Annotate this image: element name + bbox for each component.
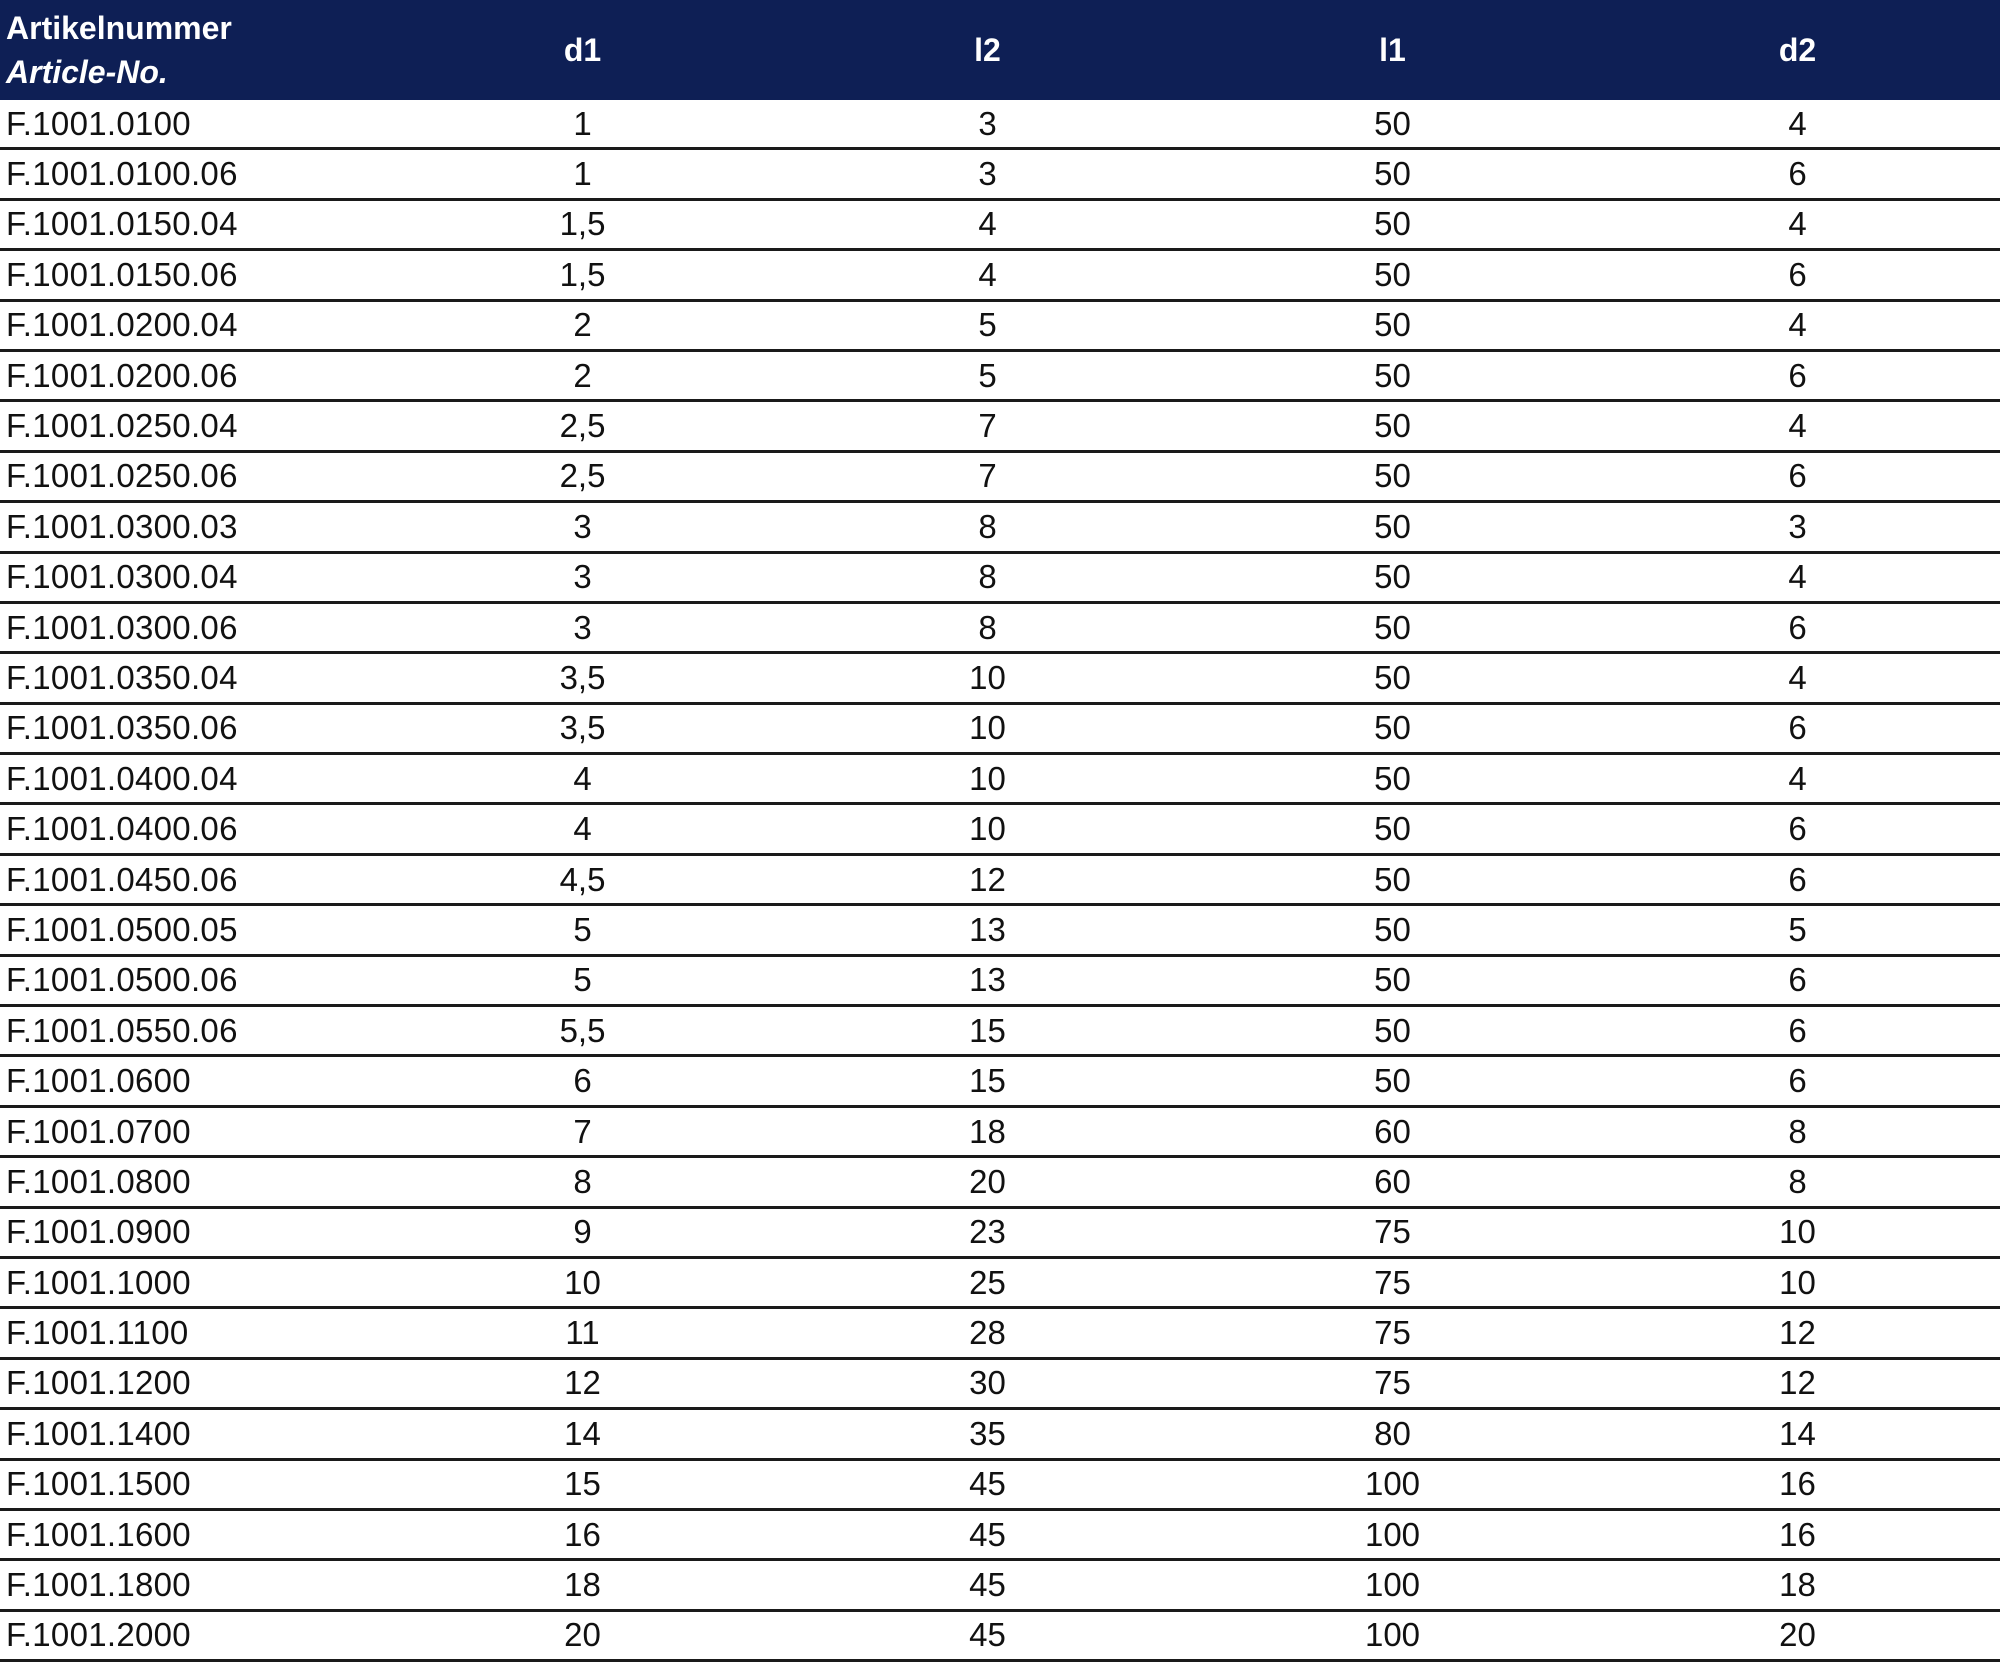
cell-l2: 30 xyxy=(785,1358,1190,1408)
cell-d2: 14 xyxy=(1595,1409,2000,1459)
cell-l1: 75 xyxy=(1190,1207,1595,1257)
cell-l2: 13 xyxy=(785,955,1190,1005)
cell-l2: 15 xyxy=(785,1056,1190,1106)
cell-d1: 1 xyxy=(380,100,785,149)
header-article-number xyxy=(0,0,380,100)
cell-d1: 8 xyxy=(380,1157,785,1207)
cell-d1: 14 xyxy=(380,1409,785,1459)
cell-d2: 12 xyxy=(1595,1308,2000,1358)
cell-d2: 4 xyxy=(1595,300,2000,350)
cell-article-number: F.1001.0100.06 xyxy=(0,149,380,199)
cell-l2: 10 xyxy=(785,703,1190,753)
cell-d1: 3,5 xyxy=(380,653,785,703)
cell-l2: 18 xyxy=(785,1106,1190,1156)
cell-d2: 8 xyxy=(1595,1157,2000,1207)
cell-d1: 4 xyxy=(380,804,785,854)
table-row xyxy=(0,149,2000,199)
cell-l1: 75 xyxy=(1190,1358,1595,1408)
cell-l2: 45 xyxy=(785,1610,1190,1660)
table-row xyxy=(0,1006,2000,1056)
cell-d2: 12 xyxy=(1595,1358,2000,1408)
cell-l2: 45 xyxy=(785,1459,1190,1509)
cell-l2: 5 xyxy=(785,350,1190,400)
cell-article-number: F.1001.0150.06 xyxy=(0,250,380,300)
cell-l2: 23 xyxy=(785,1207,1190,1257)
table-row xyxy=(0,1409,2000,1459)
table-row xyxy=(0,1056,2000,1106)
cell-d1: 1 xyxy=(380,149,785,199)
cell-l1: 80 xyxy=(1190,1409,1595,1459)
cell-article-number: F.1001.0300.04 xyxy=(0,552,380,602)
cell-l2: 20 xyxy=(785,1157,1190,1207)
cell-d1: 6 xyxy=(380,1056,785,1106)
cell-d2: 6 xyxy=(1595,250,2000,300)
cell-d1: 5,5 xyxy=(380,1006,785,1056)
cell-article-number: F.1001.1000 xyxy=(0,1257,380,1307)
cell-article-number: F.1001.0600 xyxy=(0,1056,380,1106)
cell-l1: 50 xyxy=(1190,100,1595,149)
table-row xyxy=(0,602,2000,652)
cell-l1: 50 xyxy=(1190,502,1595,552)
cell-d2: 6 xyxy=(1595,149,2000,199)
cell-l1: 50 xyxy=(1190,149,1595,199)
cell-article-number: F.1001.0700 xyxy=(0,1106,380,1156)
cell-d1: 1,5 xyxy=(380,199,785,249)
table-row xyxy=(0,1459,2000,1509)
cell-l2: 7 xyxy=(785,451,1190,501)
table-row xyxy=(0,955,2000,1005)
table-row xyxy=(0,401,2000,451)
cell-d2: 6 xyxy=(1595,703,2000,753)
table-row xyxy=(0,350,2000,400)
cell-article-number: F.1001.1600 xyxy=(0,1509,380,1559)
cell-d1: 12 xyxy=(380,1358,785,1408)
cell-l1: 50 xyxy=(1190,250,1595,300)
cell-article-number: F.1001.0400.04 xyxy=(0,754,380,804)
cell-article-number: F.1001.0250.06 xyxy=(0,451,380,501)
cell-l1: 100 xyxy=(1190,1560,1595,1610)
cell-article-number: F.1001.0550.06 xyxy=(0,1006,380,1056)
cell-l1: 50 xyxy=(1190,653,1595,703)
header-l1: l1 xyxy=(1190,0,1595,100)
cell-l2: 8 xyxy=(785,602,1190,652)
cell-d1: 4 xyxy=(380,754,785,804)
table-row xyxy=(0,1358,2000,1408)
cell-d2: 5 xyxy=(1595,905,2000,955)
cell-article-number: F.1001.0300.03 xyxy=(0,502,380,552)
cell-l2: 13 xyxy=(785,905,1190,955)
table-row xyxy=(0,1257,2000,1307)
cell-d1: 2,5 xyxy=(380,401,785,451)
cell-d2: 4 xyxy=(1595,100,2000,149)
cell-l1: 60 xyxy=(1190,1157,1595,1207)
cell-l1: 60 xyxy=(1190,1106,1595,1156)
cell-l1: 50 xyxy=(1190,1056,1595,1106)
cell-l2: 5 xyxy=(785,300,1190,350)
cell-l2: 15 xyxy=(785,1006,1190,1056)
table-row xyxy=(0,552,2000,602)
cell-d2: 10 xyxy=(1595,1207,2000,1257)
cell-d1: 16 xyxy=(380,1509,785,1559)
cell-article-number: F.1001.1400 xyxy=(0,1409,380,1459)
table-row xyxy=(0,502,2000,552)
cell-l2: 8 xyxy=(785,552,1190,602)
cell-article-number: F.1001.0300.06 xyxy=(0,602,380,652)
header-d2: d2 xyxy=(1595,0,2000,100)
cell-l1: 50 xyxy=(1190,754,1595,804)
cell-l2: 7 xyxy=(785,401,1190,451)
cell-article-number: F.1001.0500.06 xyxy=(0,955,380,1005)
header-d1: d1 xyxy=(380,0,785,100)
cell-d2: 4 xyxy=(1595,653,2000,703)
cell-d2: 20 xyxy=(1595,1610,2000,1660)
cell-d2: 10 xyxy=(1595,1257,2000,1307)
table-row xyxy=(0,1157,2000,1207)
cell-d1: 15 xyxy=(380,1459,785,1509)
cell-l2: 3 xyxy=(785,100,1190,149)
cell-d1: 3,5 xyxy=(380,703,785,753)
table-row xyxy=(0,754,2000,804)
table-row xyxy=(0,653,2000,703)
cell-d1: 2 xyxy=(380,300,785,350)
cell-d2: 16 xyxy=(1595,1459,2000,1509)
cell-d2: 4 xyxy=(1595,401,2000,451)
table-header xyxy=(0,0,2000,100)
cell-d2: 6 xyxy=(1595,1006,2000,1056)
cell-d1: 5 xyxy=(380,955,785,1005)
cell-d2: 4 xyxy=(1595,754,2000,804)
cell-l1: 75 xyxy=(1190,1308,1595,1358)
cell-l1: 75 xyxy=(1190,1257,1595,1307)
cell-d1: 3 xyxy=(380,502,785,552)
cell-article-number: F.1001.0100 xyxy=(0,100,380,149)
header-article-label-en: Article-No. xyxy=(6,54,168,90)
cell-article-number: F.1001.0500.05 xyxy=(0,905,380,955)
cell-l1: 100 xyxy=(1190,1509,1595,1559)
cell-article-number: F.1001.0350.04 xyxy=(0,653,380,703)
cell-d2: 4 xyxy=(1595,552,2000,602)
cell-l2: 25 xyxy=(785,1257,1190,1307)
table-row xyxy=(0,804,2000,854)
cell-l1: 50 xyxy=(1190,905,1595,955)
cell-d2: 6 xyxy=(1595,602,2000,652)
cell-l1: 100 xyxy=(1190,1459,1595,1509)
table-row xyxy=(0,1308,2000,1358)
cell-d1: 1,5 xyxy=(380,250,785,300)
cell-d2: 6 xyxy=(1595,854,2000,904)
cell-article-number: F.1001.1200 xyxy=(0,1358,380,1408)
cell-article-number: F.1001.1100 xyxy=(0,1308,380,1358)
cell-article-number: F.1001.2000 xyxy=(0,1610,380,1660)
cell-l1: 50 xyxy=(1190,602,1595,652)
cell-l1: 50 xyxy=(1190,804,1595,854)
cell-l1: 50 xyxy=(1190,1006,1595,1056)
table-row xyxy=(0,250,2000,300)
cell-l1: 50 xyxy=(1190,955,1595,1005)
cell-d1: 3 xyxy=(380,552,785,602)
cell-l1: 100 xyxy=(1190,1610,1595,1660)
table-row xyxy=(0,1610,2000,1660)
cell-d1: 11 xyxy=(380,1308,785,1358)
cell-l2: 10 xyxy=(785,754,1190,804)
cell-article-number: F.1001.0450.06 xyxy=(0,854,380,904)
cell-l2: 10 xyxy=(785,653,1190,703)
table-row xyxy=(0,451,2000,501)
cell-l2: 8 xyxy=(785,502,1190,552)
cell-l2: 4 xyxy=(785,250,1190,300)
cell-l2: 10 xyxy=(785,804,1190,854)
cell-d2: 6 xyxy=(1595,1056,2000,1106)
table-row xyxy=(0,703,2000,753)
cell-article-number: F.1001.0200.04 xyxy=(0,300,380,350)
table-row xyxy=(0,1509,2000,1559)
cell-article-number: F.1001.0900 xyxy=(0,1207,380,1257)
cell-d2: 16 xyxy=(1595,1509,2000,1559)
cell-d1: 10 xyxy=(380,1257,785,1307)
cell-article-number: F.1001.1800 xyxy=(0,1560,380,1610)
cell-d2: 6 xyxy=(1595,804,2000,854)
cell-l1: 50 xyxy=(1190,854,1595,904)
cell-l1: 50 xyxy=(1190,350,1595,400)
cell-article-number: F.1001.0350.06 xyxy=(0,703,380,753)
cell-l1: 50 xyxy=(1190,703,1595,753)
header-article-label-de: Artikelnummer xyxy=(6,10,232,46)
cell-d1: 2 xyxy=(380,350,785,400)
cell-l2: 45 xyxy=(785,1560,1190,1610)
table-row xyxy=(0,854,2000,904)
cell-l2: 45 xyxy=(785,1509,1190,1559)
cell-l1: 50 xyxy=(1190,300,1595,350)
cell-d1: 4,5 xyxy=(380,854,785,904)
cell-l1: 50 xyxy=(1190,199,1595,249)
cell-d1: 3 xyxy=(380,602,785,652)
table-row xyxy=(0,905,2000,955)
table-row xyxy=(0,1106,2000,1156)
cell-article-number: F.1001.1500 xyxy=(0,1459,380,1509)
cell-d1: 7 xyxy=(380,1106,785,1156)
cell-d2: 6 xyxy=(1595,451,2000,501)
cell-d1: 18 xyxy=(380,1560,785,1610)
cell-d2: 6 xyxy=(1595,955,2000,1005)
cell-article-number: F.1001.0400.06 xyxy=(0,804,380,854)
cell-d1: 2,5 xyxy=(380,451,785,501)
table-row xyxy=(0,1207,2000,1257)
cell-d1: 9 xyxy=(380,1207,785,1257)
cell-l2: 35 xyxy=(785,1409,1190,1459)
cell-d2: 8 xyxy=(1595,1106,2000,1156)
table-body xyxy=(0,100,2000,1661)
cell-d2: 18 xyxy=(1595,1560,2000,1610)
cell-l1: 50 xyxy=(1190,451,1595,501)
cell-article-number: F.1001.0150.04 xyxy=(0,199,380,249)
cell-d2: 4 xyxy=(1595,199,2000,249)
cell-d1: 20 xyxy=(380,1610,785,1660)
table-row xyxy=(0,100,2000,149)
cell-l2: 4 xyxy=(785,199,1190,249)
header-row xyxy=(0,0,2000,100)
table-row xyxy=(0,1560,2000,1610)
cell-d2: 3 xyxy=(1595,502,2000,552)
cell-l1: 50 xyxy=(1190,401,1595,451)
cell-l2: 28 xyxy=(785,1308,1190,1358)
table-row xyxy=(0,199,2000,249)
cell-article-number: F.1001.0800 xyxy=(0,1157,380,1207)
cell-l2: 3 xyxy=(785,149,1190,199)
cell-l1: 50 xyxy=(1190,552,1595,602)
table-row xyxy=(0,300,2000,350)
cell-l2: 12 xyxy=(785,854,1190,904)
header-l2: l2 xyxy=(785,0,1190,100)
cell-article-number: F.1001.0200.06 xyxy=(0,350,380,400)
cell-article-number: F.1001.0250.04 xyxy=(0,401,380,451)
cell-d1: 5 xyxy=(380,905,785,955)
cell-d2: 6 xyxy=(1595,350,2000,400)
